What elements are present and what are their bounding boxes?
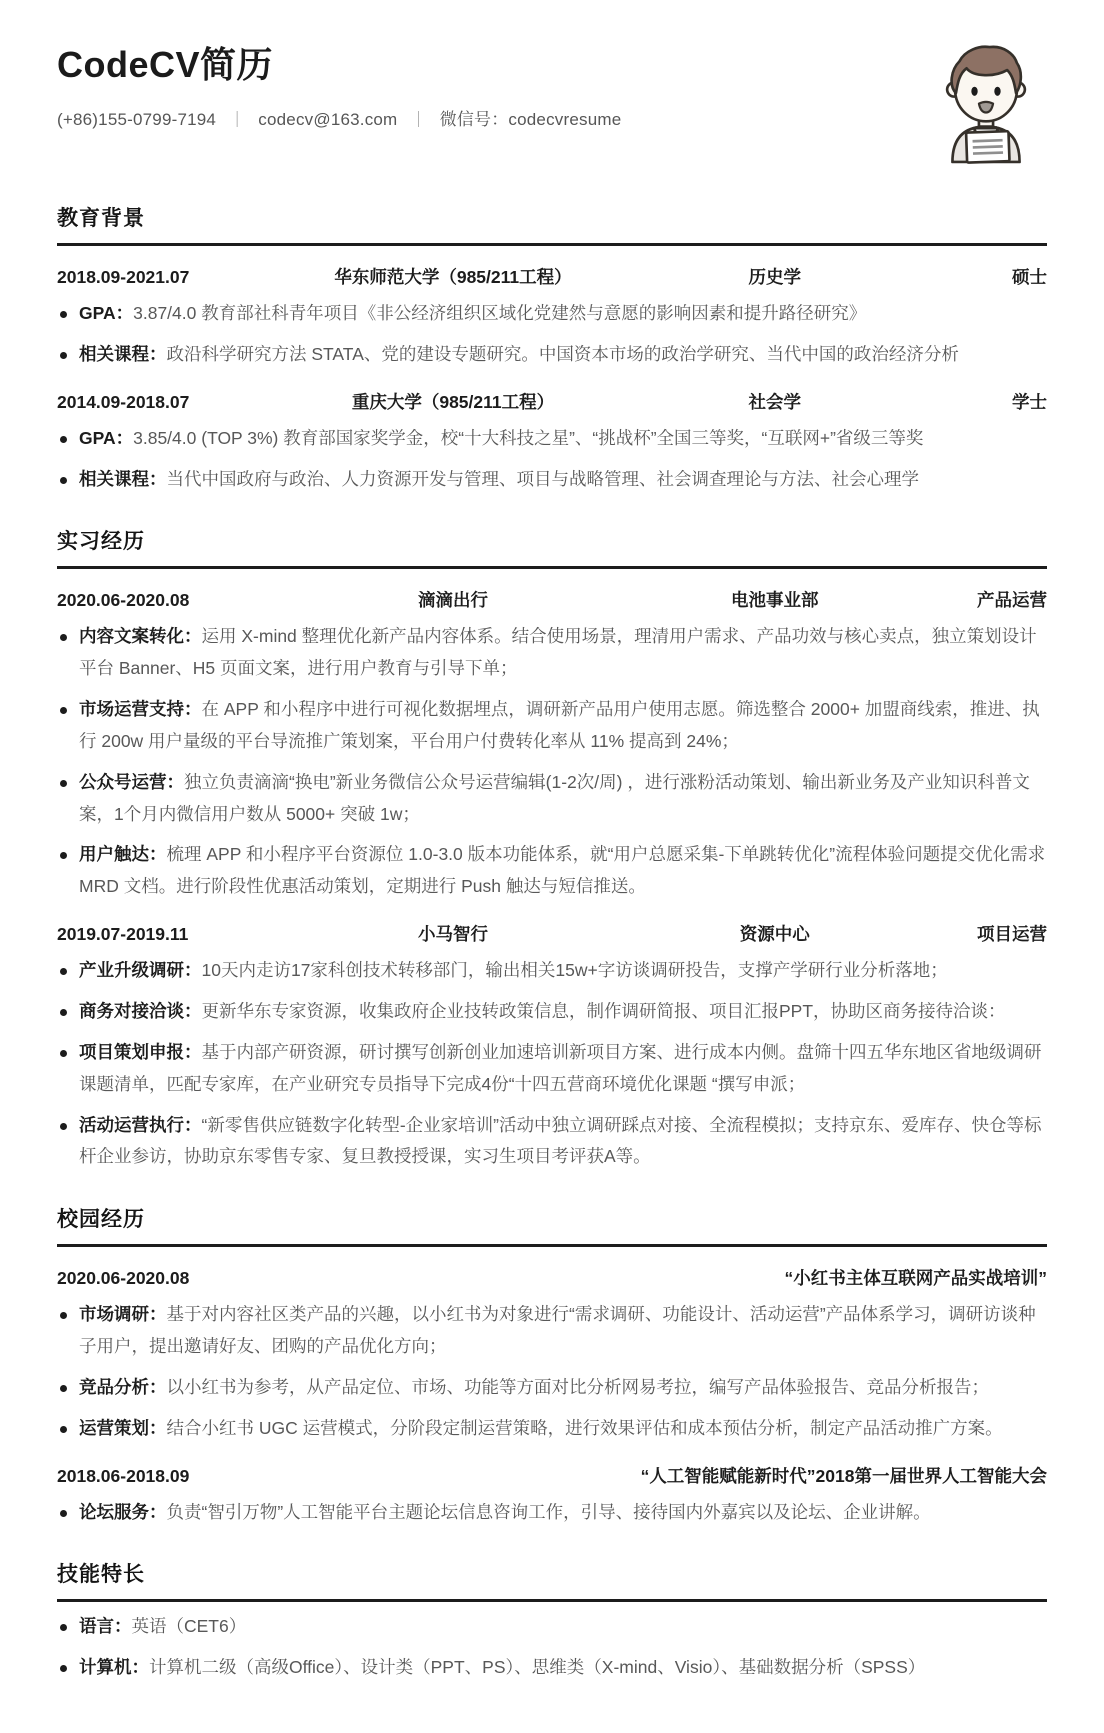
bullet-item	[57, 839, 1047, 903]
bullet-text: 英语（CET6）	[131, 1616, 247, 1637]
meta-department: 资源中心	[739, 924, 810, 945]
wechat-text: 微信号：codecvresume	[439, 110, 622, 130]
resume-body	[57, 202, 1047, 1684]
resume-header	[57, 30, 1047, 172]
bullet-item	[57, 621, 1047, 685]
bullet-item	[57, 423, 1047, 455]
entry-meta-row	[57, 264, 1047, 289]
section	[57, 1558, 1047, 1684]
meta-date: 2018.09-2021.07	[57, 267, 190, 287]
bullet-label-colon: ：	[149, 468, 167, 489]
bullet-label-colon: ：	[184, 1000, 202, 1021]
bullet-item	[57, 298, 1047, 330]
bullet-label: 项目策划申报	[79, 1041, 184, 1062]
bullet-label: 相关课程	[79, 343, 149, 364]
bullet-label: 竞品分析	[79, 1376, 149, 1397]
bullet-label-colon: ：	[149, 1376, 167, 1397]
bullet-label: 用户触达	[79, 844, 149, 865]
bullet-label-colon: ：	[184, 1114, 202, 1135]
bullet-text: 独立负责滴滴“换电”新业务微信公众号运营编辑(1-2次/周) ，进行涨粉活动策划、输出新业务及产业知识科普文案，1个月内微信用户数从 5000+ 突破 1w；	[79, 771, 1030, 824]
separator-bar: ｜	[229, 112, 246, 130]
bullet-label: 市场调研	[79, 1304, 149, 1325]
bullet-item	[57, 694, 1047, 758]
section-title: 教育背景	[57, 202, 1047, 246]
bullet-text: 3.87/4.0 教育部社科青年项目《非公经济组织区域化党建然与意愿的影响因素和提升路径研究》	[133, 303, 867, 323]
bullet-item	[57, 1372, 1047, 1404]
bullet-label-colon: ：	[149, 1501, 167, 1522]
meta-department: 电池事业部	[731, 590, 819, 611]
bullet-label: 活动运营执行	[79, 1114, 184, 1135]
entry-meta-row	[57, 389, 1047, 414]
meta-role: 项目运营	[977, 924, 1047, 945]
bullet-label-colon: ：	[184, 699, 202, 720]
meta-organization: 重庆大学（985/211工程）	[351, 391, 555, 412]
bullet-label: 语言	[79, 1616, 114, 1637]
bullet-item	[57, 955, 1047, 987]
meta-event-title: “小红书主体互联网产品实战培训”	[784, 1268, 1047, 1289]
bullet-text: 结合小红书 UGC 运营模式，分阶段定制运营策略，进行效果评估和成本预估分析，制定产品活动推广方案。	[166, 1417, 1003, 1438]
bullet-item	[57, 767, 1047, 831]
bullet-text: 10天内走访17家科创技术转移部门，输出相关15w+字访谈调研投告，支撑产学研行业分析落地；	[201, 960, 948, 981]
bullet-item	[57, 464, 1047, 496]
bullet-item	[57, 1299, 1047, 1363]
bullet-label-colon: ：	[184, 626, 202, 647]
bullet-text: 基于对内容社区类产品的兴趣，以小红书为对象进行“需求调研、功能设计、活动运营”产品体系学习，调研访谈种子用户，提出邀请好友、团购的产品优化方向；	[79, 1304, 1036, 1357]
bullet-text: 以小红书为参考，从产品定位、市场、功能等方面对比分析网易考拉，编写产品体验报告、竞品分析报告；	[166, 1376, 989, 1397]
page-title: CodeCV简历	[57, 44, 274, 85]
meta-role: 产品运营	[977, 590, 1047, 611]
entry-meta-row	[57, 587, 1047, 612]
meta-organization: 小马智行	[418, 924, 488, 945]
bullet-label: 公众号运营	[79, 771, 167, 792]
bullet-item	[57, 1413, 1047, 1445]
bullet-text: 基于内部产研资源，研讨撰写创新创业加速培训新项目方案、进行成本内侧。盘筛十四五华东地区省地级调研课题清单，匹配专家库，在产业研究专员指导下完成4份“十四五营商环境优化课题 “撰写申派；	[79, 1041, 1042, 1094]
bullet-label-colon: ：	[114, 1616, 132, 1637]
meta-event-title: “人工智能赋能新时代”2018第一届世界人工智能大会	[640, 1465, 1047, 1486]
contact-line	[57, 105, 621, 130]
bullet-item	[57, 1497, 1047, 1529]
meta-role: 硕士	[1012, 267, 1047, 287]
section	[57, 1203, 1047, 1528]
bullet-item	[57, 1652, 1047, 1684]
bullet-text: 负责“智引万物”人工智能平台主题论坛信息咨询工作，引导、接待国内外嘉宾以及论坛、企业讲解。	[166, 1501, 931, 1522]
bullet-label: GPA	[79, 427, 116, 448]
bullet-text: 计算机二级（高级Office）、设计类（PPT、PS）、思维类（X-mind、Visio）、基础数据分析（SPSS）	[149, 1657, 926, 1678]
separator-bar: ｜	[410, 112, 427, 130]
phone-text: (+86)155-0799-7194	[57, 110, 217, 130]
meta-role: 学士	[1012, 391, 1047, 412]
entry-meta-row	[57, 1265, 1047, 1290]
bullet-label-colon: ：	[149, 343, 167, 364]
bullet-item	[57, 1611, 1047, 1643]
bullet-text: 运用 X-mind 整理优化新产品内容体系。结合使用场景，理清用户需求、产品功效与核心卖点，独立策划设计平台 Banner、H5 页面文案，进行用户教育与引导下单；	[79, 626, 1037, 679]
meta-organization: 华东师范大学（985/211工程）	[334, 267, 572, 287]
bullet-label: 市场运营支持	[79, 699, 184, 720]
meta-date: 2019.07-2019.11	[57, 924, 189, 945]
bullet-item	[57, 339, 1047, 371]
bullet-label: GPA	[79, 303, 116, 323]
meta-date: 2020.06-2020.08	[57, 590, 190, 611]
section-title: 实习经历	[57, 525, 1047, 569]
meta-organization: 滴滴出行	[418, 590, 488, 611]
section-title: 校园经历	[57, 1203, 1047, 1247]
bullet-label-colon: ：	[166, 771, 184, 792]
bullet-label: 内容文案转化	[79, 626, 184, 647]
bullet-label-colon: ：	[131, 1657, 149, 1678]
bullet-label: 计算机	[79, 1657, 132, 1678]
meta-date: 2020.06-2020.08	[57, 1268, 190, 1289]
section-title: 技能特长	[57, 1558, 1047, 1602]
bullet-label: 商务对接洽谈	[79, 1000, 184, 1021]
bullet-text: 3.85/4.0 (TOP 3%) 教育部国家奖学金，校“十大科技之星”、“挑战杯”全国三等奖，“互联网+”省级三等奖	[133, 427, 924, 448]
bullet-text: 当代中国政府与政治、人力资源开发与管理、项目与战略管理、社会调查理论与方法、社会心理学	[166, 468, 919, 489]
email-text: codecv@163.com	[258, 110, 398, 130]
meta-date: 2014.09-2018.07	[57, 391, 190, 412]
bullet-text: “新零售供应链数字化转型-企业家培训”活动中独立调研踩点对接、全流程模拟；支持京东、爱库存、快仓等标杆企业参访，协助京东零售专家、复旦教授授课，实习生项目考评获A等。	[79, 1114, 1042, 1167]
bullet-label: 产业升级调研	[79, 960, 184, 981]
meta-department: 社会学	[748, 391, 801, 412]
bullet-label: 相关课程	[79, 468, 149, 489]
bullet-label-colon: ：	[184, 960, 202, 981]
entry-meta-row	[57, 921, 1047, 946]
bullet-item	[57, 1037, 1047, 1101]
bullet-label-colon: ：	[115, 303, 134, 323]
cartoon-boy-icon	[933, 30, 1039, 172]
bullet-text: 在 APP 和小程序中进行可视化数据埋点，调研新产品用户使用志愿。筛选整合 2000+ 加盟商线索，推进、执行 200w 用户量级的平台导流推广策划案，平台用户付费转化率从 11% 提高到 24%；	[79, 699, 1040, 751]
bullet-label: 运营策划	[79, 1417, 149, 1438]
meta-department: 历史学	[748, 267, 801, 287]
bullet-text: 政沿科学研究方法 STATA、党的建设专题研究。中国资本市场的政治学研究、当代中国的政治经济分析	[166, 343, 959, 364]
bullet-label: 论坛服务	[79, 1501, 149, 1522]
section	[57, 202, 1047, 495]
bullet-label-colon: ：	[115, 427, 134, 448]
entry-meta-row	[57, 1463, 1047, 1488]
section	[57, 525, 1047, 1173]
avatar	[933, 30, 1039, 172]
bullet-label-colon: ：	[149, 844, 167, 865]
bullet-item	[57, 1110, 1047, 1174]
header-left	[57, 30, 621, 130]
bullet-label-colon: ：	[184, 1041, 202, 1062]
bullet-item	[57, 996, 1047, 1028]
bullet-text: 梳理 APP 和小程序平台资源位 1.0-3.0 版本功能体系，就“用户总愿采集-下单跳转优化”流程体验问题提交优化需求 MRD 文档。进行阶段性优惠活动策划，定期进行 Push 触达与短信推送。	[79, 844, 1046, 897]
bullet-text: 更新华东专家资源，收集政府企业技转政策信息，制作调研简报、项目汇报PPT，协助区商务接待洽谈：	[201, 1000, 1006, 1021]
bullet-label-colon: ：	[149, 1417, 167, 1438]
meta-date: 2018.06-2018.09	[57, 1465, 190, 1486]
bullet-label-colon: ：	[149, 1304, 167, 1325]
